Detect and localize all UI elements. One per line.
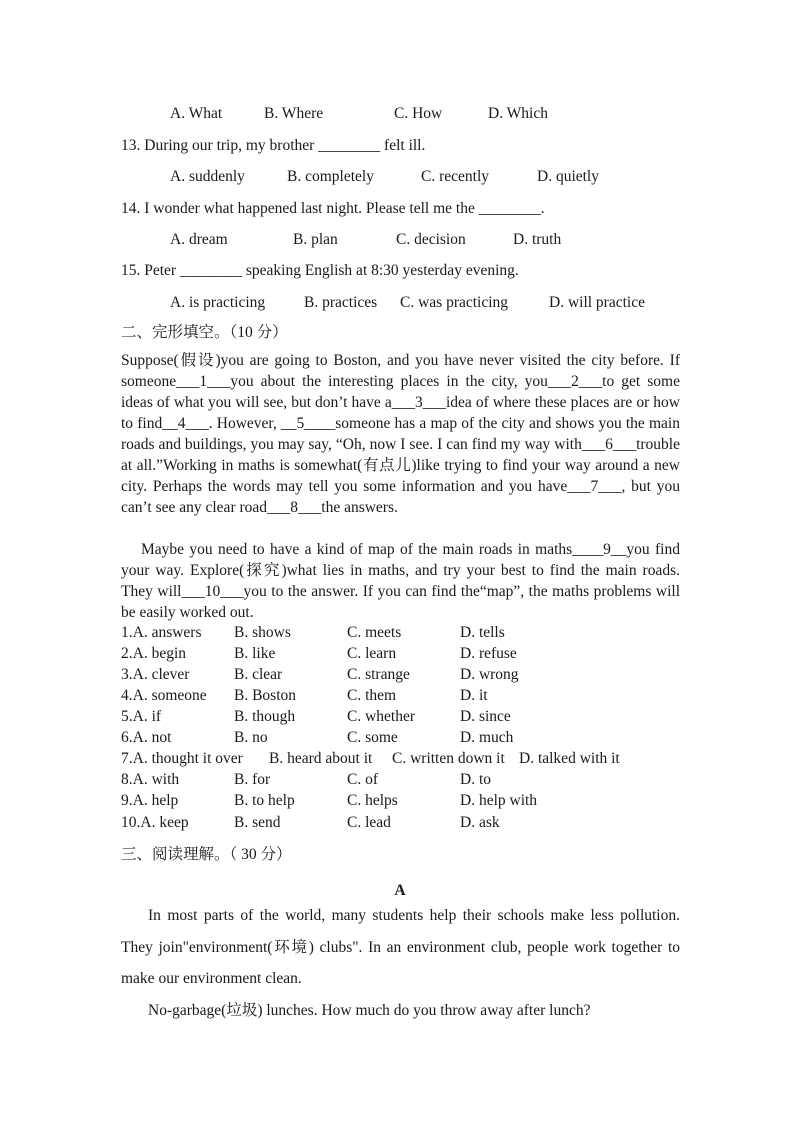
- choice-c: C. learn: [347, 645, 397, 662]
- choice-b: B. Boston: [234, 687, 297, 704]
- choice-d: D. since: [460, 708, 511, 725]
- choice-c: C. lead: [347, 814, 391, 831]
- q13-option-b: B. completely: [287, 168, 374, 185]
- choice-a: 6.A. not: [121, 729, 172, 746]
- choice-b: B. no: [234, 729, 268, 746]
- choice-d: D. refuse: [460, 645, 517, 662]
- q14-stem: 14. I wonder what happened last night. Please tell me the ________.: [121, 200, 545, 217]
- q13-stem: 13. During our trip, my brother ________ felt ill.: [121, 137, 426, 154]
- section2-paragraph-1: Suppose(假设)you are going to Boston, and you have never visited the city before. If someone___1___you about the interesting places in the city, you___2___to get some ideas of what you will see, but don’t have a___3___idea of where these places are or how to find__4___. However, __5____someone has a map of the city and shows you the main roads and buildings, you may say, “Oh, now I see. I can find my way with___6___trouble at all.”Working in maths is somewhat(有点儿)like trying to find your way around a new city. Perhaps the words may tell you some information and you have___7___, but you can’t see any clear road___8___the answers.: [121, 352, 680, 516]
- choice-d: D. it: [460, 687, 488, 704]
- section3-heading: 三、阅读理解。（ 30 分）: [121, 846, 292, 863]
- q14-option-d: D. truth: [513, 231, 562, 248]
- choice-b: B. clear: [234, 666, 283, 683]
- choice-a: 7.A. thought it over: [121, 750, 243, 767]
- q12-option-d: D. Which: [488, 105, 548, 122]
- choice-b: B. heard about it: [269, 750, 373, 767]
- section3-paragraph-2: No-garbage(垃圾) lunches. How much do you throw away after lunch?: [148, 1002, 591, 1019]
- choice-a: 9.A. help: [121, 792, 179, 809]
- choice-a: 5.A. if: [121, 708, 162, 725]
- choice-b: B. shows: [234, 624, 291, 641]
- choice-d: D. help with: [460, 792, 538, 809]
- q13-option-c: C. recently: [421, 168, 490, 185]
- choice-a: 4.A. someone: [121, 687, 207, 704]
- q15-option-a: A. is practicing: [170, 294, 266, 311]
- choice-c: C. strange: [347, 666, 410, 683]
- choice-c: C. written down it: [392, 750, 505, 767]
- choice-c: C. of: [347, 771, 378, 788]
- choice-a: 2.A. begin: [121, 645, 187, 662]
- q12-option-c: C. How: [394, 105, 443, 122]
- choice-d: D. to: [460, 771, 491, 788]
- choice-b: B. send: [234, 814, 281, 831]
- choice-c: C. helps: [347, 792, 398, 809]
- choice-d: D. ask: [460, 814, 500, 831]
- passage-title: A: [394, 882, 406, 899]
- q15-stem: 15. Peter ________ speaking English at 8:30 yesterday evening.: [121, 262, 519, 279]
- choice-b: B. to help: [234, 792, 295, 809]
- q15-option-d: D. will practice: [549, 294, 645, 311]
- choice-a: 1.A. answers: [121, 624, 202, 641]
- choice-b: B. though: [234, 708, 296, 725]
- q12-option-b: B. Where: [264, 105, 324, 122]
- q12-option-a: A. What: [170, 105, 223, 122]
- q13-option-a: A. suddenly: [170, 168, 245, 185]
- section3-paragraph-1: In most parts of the world, many students help their schools make less pollution. They join"environment(环境) clubs". In an environment club, people work together to make our environment clean.: [121, 907, 680, 987]
- choice-d: D. talked with it: [519, 750, 620, 767]
- q14-option-b: B. plan: [293, 231, 338, 248]
- choice-d: D. wrong: [460, 666, 519, 683]
- q13-option-d: D. quietly: [537, 168, 599, 185]
- section2-heading: 二、完形填空。（10 分）: [121, 324, 288, 341]
- q14-option-c: C. decision: [396, 231, 466, 248]
- choice-b: B. like: [234, 645, 276, 662]
- q15-option-b: B. practices: [304, 294, 378, 311]
- q15-option-c: C. was practicing: [400, 294, 509, 311]
- choice-c: C. them: [347, 687, 397, 704]
- choice-c: C. meets: [347, 624, 402, 641]
- q14-option-a: A. dream: [170, 231, 228, 248]
- section2-paragraph-2: Maybe you need to have a kind of map of the main roads in maths____9__you find your way. Explore(探究)what lies in maths, and try your best to find the main roads. They will___10___you to the answer. If you can find the“map”, the maths problems will be easily worked out.: [121, 541, 680, 621]
- choice-a: 8.A. with: [121, 771, 180, 788]
- choice-b: B. for: [234, 771, 271, 788]
- choice-d: D. much: [460, 729, 514, 746]
- choice-d: D. tells: [460, 624, 505, 641]
- choice-a: 10.A. keep: [121, 814, 189, 831]
- choice-c: C. some: [347, 729, 398, 746]
- choice-a: 3.A. clever: [121, 666, 190, 683]
- choice-c: C. whether: [347, 708, 416, 725]
